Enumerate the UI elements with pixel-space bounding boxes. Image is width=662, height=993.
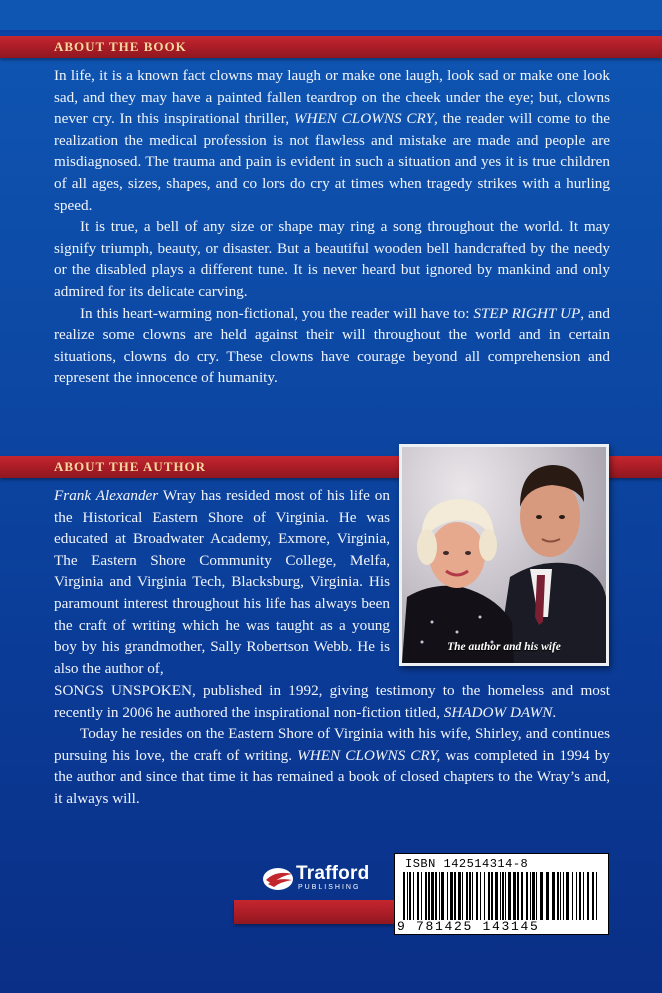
barcode-bar <box>500 872 501 920</box>
about-author-paragraph-2: Today he resides on the Eastern Shore of Virginia with his wife, Shirley, and continues pursuing his love, the craft of writing. WHEN CLOWNS CRY, was completed in 1994 by the author and since that time it has remained a book of closed chapters to the Wray’s and, it always will. <box>54 725 610 807</box>
barcode-bar <box>480 872 481 920</box>
barcode-bar <box>466 872 468 920</box>
barcode-bar <box>417 872 419 920</box>
barcode-bar <box>428 872 430 920</box>
step-right-up-title: STEP RIGHT UP <box>473 304 581 322</box>
barcode-bar <box>425 872 427 920</box>
trafford-logo <box>262 862 392 898</box>
trafford-swoosh-icon <box>262 864 296 892</box>
isbn-barcode <box>394 853 609 935</box>
barcode-bar <box>563 872 564 920</box>
barcode-bar <box>592 872 594 920</box>
ean-digits: 9 781425 143145 <box>397 919 540 934</box>
barcode-bar <box>435 872 437 920</box>
publisher-name: Trafford <box>296 863 370 884</box>
about-book-paragraph-1: In life, it is a known fact clowns may laugh or make one laugh, look sad or make one look sad, and they may have a painted fallen teardrop on the cheek under the eye; but, clowns never cry. In this inspirational thriller, WHEN CLOWNS CRY, the reader will come to the realization the medical profession is not flawless and mistake are made and people are misdiagnosed. The trauma and pain is evident in such a situation and yes it is true children of all ages, sizes, shapes, and co lors do cry at times when tragedy strikes with a hurling speed. <box>54 67 611 214</box>
barcode-bar <box>403 872 405 920</box>
barcode-bar <box>572 872 573 920</box>
barcode-bar <box>421 872 422 920</box>
about-author-paragraph-1-top: Frank Alexander Wray has resided most of his life on the Historical Eastern Shore of Virginia. He was educated at Broadwater Academy, Exmore, Virginia, The Eastern Shore Community College, Melfa, Virginia and Virginia Tech, Blacksburg, Virginia. His paramount interest throughout his life has always been the craft of writing which he was taught as a young boy by his grandmother, Sally Robertson Webb. He is also the author of, <box>54 487 390 677</box>
about-book-heading: ABOUT THE BOOK <box>54 39 187 54</box>
barcode-bar <box>513 872 516 920</box>
author-photo-image <box>402 447 606 663</box>
barcode-bar <box>536 872 537 920</box>
photo-caption: The author and his wife <box>447 641 561 653</box>
photo-figures <box>402 447 606 663</box>
barcode-bar <box>517 872 519 920</box>
barcode-bar <box>441 872 444 920</box>
barcode-bar <box>557 872 559 920</box>
barcode-bar <box>469 872 471 920</box>
barcode-bar <box>526 872 528 920</box>
barcode-bar <box>484 872 485 920</box>
about-author-heading: ABOUT THE AUTHOR <box>54 459 207 474</box>
about-book-paragraph-3: In this heart-warming non-fictional, you the reader will have to: STEP RIGHT UP, and realize some clowns are held against their will throughout the world and in certain situations, clowns do cry. These clowns have courage beyond all comprehension and represent the innocence of humanity. <box>54 304 610 387</box>
barcode-bar <box>560 872 561 920</box>
barcode-bar <box>472 872 473 920</box>
about-author-paragraph-1-bottom: SONGS UNSPOKEN, published in 1992, giving testimony to the homeless and most recently in 2006 he authored the inspirational non-fiction titled, SHADOW DAWN. <box>54 682 610 721</box>
barcode-bar <box>431 872 434 920</box>
barcode-bar <box>495 872 498 920</box>
publisher-subtitle: PUBLISHING <box>298 884 361 891</box>
barcode-bar <box>576 872 577 920</box>
barcode-bar <box>454 872 456 920</box>
book-title: WHEN CLOWNS CRY <box>293 110 434 128</box>
clowns-title-ref: WHEN CLOWNS CRY, <box>297 746 441 764</box>
barcode-bar <box>447 872 448 920</box>
barcode-bar <box>508 872 511 920</box>
barcode-bar <box>583 872 584 920</box>
barcode-bar <box>530 872 531 920</box>
about-book-band <box>0 36 662 58</box>
barcode-bar <box>407 872 408 920</box>
barcode-bar <box>488 872 490 920</box>
about-author-text-full <box>54 680 610 810</box>
barcode-bar <box>546 872 549 920</box>
barcode-bar <box>587 872 589 920</box>
barcode-bar <box>491 872 493 920</box>
barcode-bar <box>462 872 463 920</box>
barcode-bar <box>450 872 453 920</box>
about-book-paragraph-2: It is true, a bell of any size or shape may ring a song throughout the world. It may signify triumph, beauty, or disaster. But a beautiful wooden bell handcrafted by the needy or the disabled plays a different tune. It is never heard but ignored by mankind and only admired for its delicate carving. <box>54 218 610 300</box>
about-author-text-column <box>54 485 390 679</box>
barcode-bar <box>566 872 569 920</box>
barcode-bar <box>409 872 411 920</box>
barcode-bar <box>476 872 478 920</box>
barcode-bar <box>439 872 440 920</box>
isbn-text: ISBN 142514314-8 <box>405 857 529 871</box>
barcode-bar <box>413 872 414 920</box>
barcode-bars <box>403 872 601 920</box>
barcode-bar <box>540 872 543 920</box>
shadow-dawn-title: SHADOW DAWN <box>443 703 553 721</box>
barcode-bar <box>521 872 523 920</box>
about-book-text <box>54 65 610 389</box>
barcode-bar <box>502 872 504 920</box>
barcode-bar <box>579 872 581 920</box>
barcode-bar <box>532 872 535 920</box>
barcode-bar <box>596 872 597 920</box>
barcode-bar <box>505 872 506 920</box>
barcode-bar <box>458 872 461 920</box>
author-photo <box>399 444 609 666</box>
author-name: Frank Alexander <box>54 487 159 504</box>
barcode-bar <box>552 872 555 920</box>
